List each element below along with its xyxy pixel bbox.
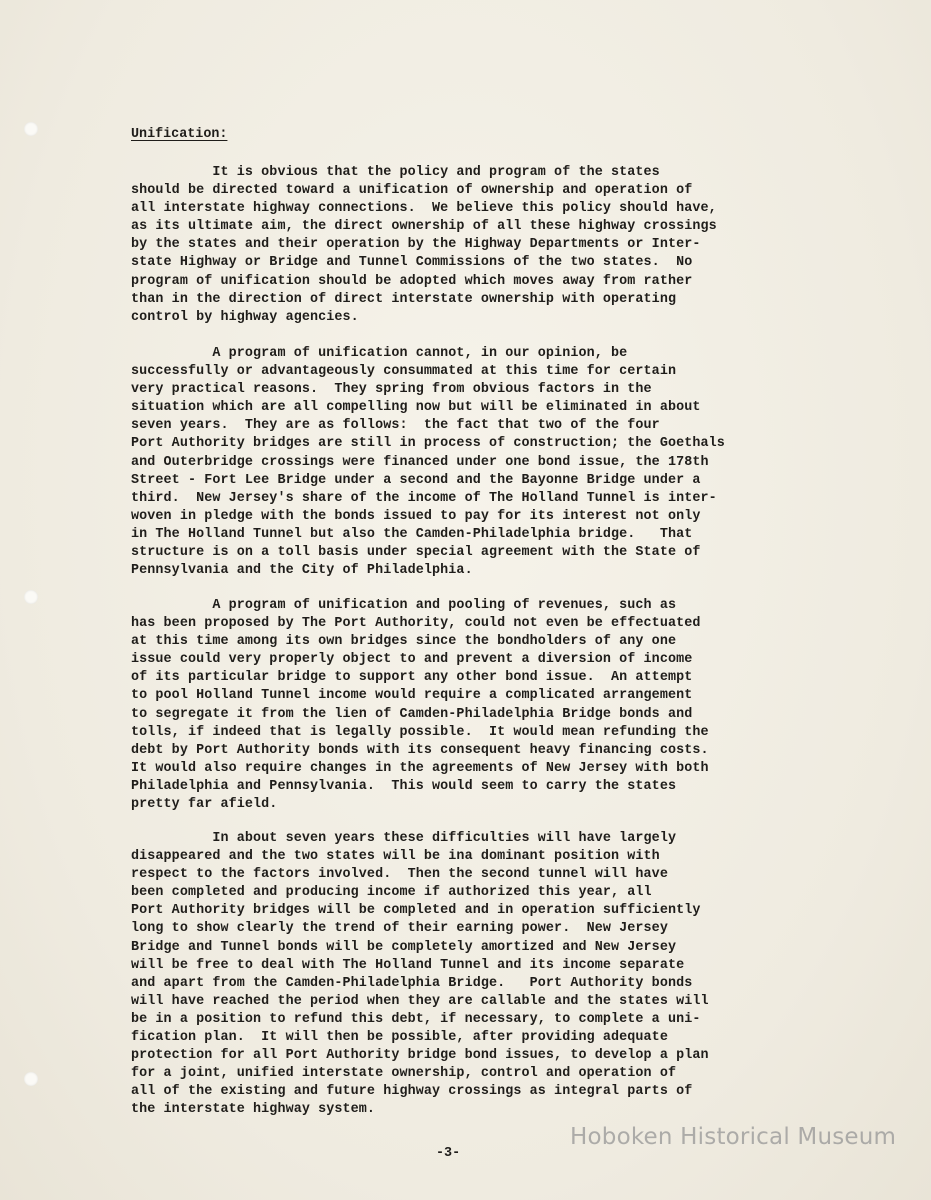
text-line: protection for all Port Authority bridge bond issues, to develop a plan bbox=[131, 1048, 709, 1064]
text-line: been completed and producing income if authorized this year, all bbox=[131, 885, 652, 901]
text-line: third. New Jersey's share of the income of The Holland Tunnel is inter- bbox=[131, 490, 717, 506]
text-line: state Highway or Bridge and Tunnel Commissions of the two states. No bbox=[131, 255, 693, 271]
paragraph bbox=[131, 345, 791, 580]
text-line: Bridge and Tunnel bonds will be completely amortized and New Jersey bbox=[131, 939, 677, 955]
text-line: and apart from the Camden-Philadelphia Bridge. Port Authority bonds bbox=[131, 975, 693, 991]
text-line: tolls, if indeed that is legally possible. It would mean refunding the bbox=[131, 724, 709, 740]
text-line: all interstate highway connections. We believe this policy should have, bbox=[131, 201, 717, 217]
text-line: A program of unification cannot, in our opinion, be bbox=[131, 346, 628, 361]
text-line: structure is on a toll basis under special agreement with the State of bbox=[131, 545, 701, 561]
text-line: will be free to deal with The Holland Tunnel and its income separate bbox=[131, 957, 685, 973]
text-line: very practical reasons. They spring from obvious factors in the bbox=[131, 382, 652, 398]
text-line: Street - Fort Lee Bridge under a second and the Bayonne Bridge under a bbox=[131, 472, 701, 488]
text-line: and Outerbridge crossings were financed under one bond issue, the 178th bbox=[131, 454, 709, 470]
text-line: has been proposed by The Port Authority, could not even be effectuated bbox=[131, 616, 701, 632]
text-line: respect to the factors involved. Then the second tunnel will have bbox=[131, 867, 668, 883]
text-line: fication plan. It will then be possible, after providing adequate bbox=[131, 1030, 668, 1046]
text-line: Port Authority bridges will be completed and in operation sufficiently bbox=[131, 903, 701, 919]
text-line: long to show clearly the trend of their earning power. New Jersey bbox=[131, 921, 668, 937]
text-line: woven in pledge with the bonds issued to pay for its interest not only bbox=[131, 508, 701, 524]
punch-hole bbox=[24, 122, 38, 136]
text-line: situation which are all compelling now but will be eliminated in about bbox=[131, 400, 701, 416]
punch-hole bbox=[24, 590, 38, 604]
text-line: than in the direction of direct interstate ownership with operating bbox=[131, 291, 677, 307]
text-line: in The Holland Tunnel but also the Camden-Philadelphia bridge. That bbox=[131, 526, 693, 542]
text-line: to pool Holland Tunnel income would require a complicated arrangement bbox=[131, 688, 693, 704]
page-number: -3- bbox=[436, 1146, 461, 1161]
text-line: In about seven years these difficulties will have largely bbox=[131, 831, 677, 846]
text-line: Pennsylvania and the City of Philadelphia. bbox=[131, 563, 473, 579]
text-line: A program of unification and pooling of revenues, such as bbox=[131, 598, 677, 613]
text-line: Philadelphia and Pennsylvania. This would seem to carry the states bbox=[131, 778, 677, 794]
text-line: to segregate it from the lien of Camden-Philadelphia Bridge bonds and bbox=[131, 706, 693, 722]
text-line: should be directed toward a unification of ownership and operation of bbox=[131, 183, 693, 199]
text-line: all of the existing and future highway crossings as integral parts of bbox=[131, 1084, 693, 1100]
text-line: by the states and their operation by the Highway Departments or Inter- bbox=[131, 237, 701, 253]
section-heading: Unification: bbox=[131, 127, 228, 142]
text-line: for a joint, unified interstate ownership, control and operation of bbox=[131, 1066, 677, 1082]
text-line: at this time among its own bridges since the bondholders of any one bbox=[131, 634, 677, 650]
punch-hole bbox=[24, 1072, 38, 1086]
text-line: seven years. They are as follows: the fact that two of the four bbox=[131, 418, 660, 434]
text-line: Port Authority bridges are still in process of construction; the Goethals bbox=[131, 436, 725, 452]
text-line: the interstate highway system. bbox=[131, 1102, 376, 1118]
text-line: as its ultimate aim, the direct ownership of all these highway crossings bbox=[131, 219, 717, 235]
text-line: program of unification should be adopted which moves away from rather bbox=[131, 273, 693, 289]
text-line: control by highway agencies. bbox=[131, 309, 359, 325]
museum-watermark: Hoboken Historical Museum bbox=[570, 1124, 897, 1150]
text-line: be in a position to refund this debt, if necessary, to complete a uni- bbox=[131, 1011, 701, 1027]
text-line: It would also require changes in the agreements of New Jersey with both bbox=[131, 760, 709, 776]
paragraph bbox=[131, 597, 791, 814]
paragraph bbox=[131, 830, 791, 1120]
text-line: issue could very properly object to and prevent a diversion of income bbox=[131, 652, 693, 668]
text-line: disappeared and the two states will be ina dominant position with bbox=[131, 849, 660, 865]
text-line: debt by Port Authority bonds with its consequent heavy financing costs. bbox=[131, 742, 709, 758]
text-line: will have reached the period when they are callable and the states will bbox=[131, 993, 709, 1009]
text-line: It is obvious that the policy and program of the states bbox=[131, 165, 660, 180]
text-line: successfully or advantageously consummated at this time for certain bbox=[131, 364, 677, 380]
text-line: of its particular bridge to support any other bond issue. An attempt bbox=[131, 670, 693, 686]
text-line: pretty far afield. bbox=[131, 797, 278, 813]
paragraph bbox=[131, 164, 791, 327]
